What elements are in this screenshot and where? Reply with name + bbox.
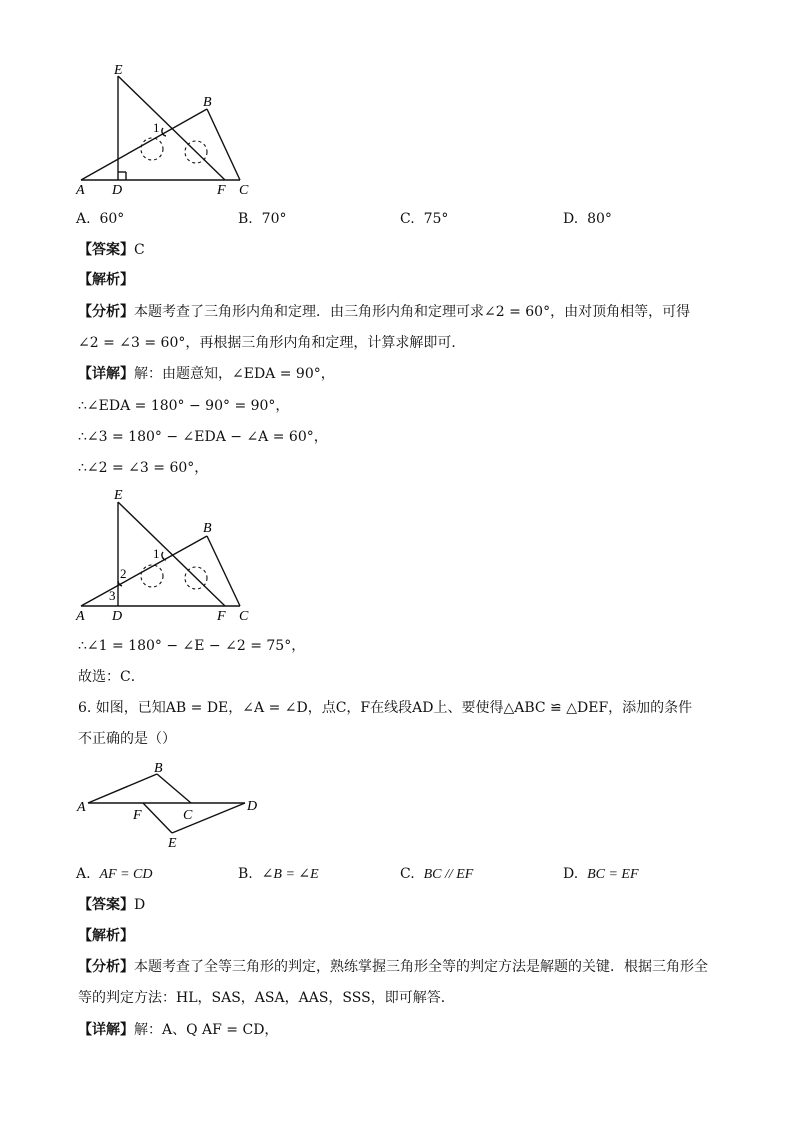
label-c: C	[239, 183, 249, 198]
label-f: F	[217, 183, 226, 198]
label-e: E	[114, 63, 123, 78]
label-d: D	[112, 609, 123, 624]
q5-option-a: A. 60°	[76, 211, 125, 227]
label-e: E	[114, 488, 123, 503]
q5-choose: 故选：C．	[78, 669, 145, 685]
label-angle-3: 3	[109, 588, 116, 603]
q6-fenxi-line-2: 等的判定方法：HL，SAS，ASA，AAS，SSS，即可解答．	[78, 990, 455, 1006]
q5-detail-line-1: 【详解】解：由题意知，∠EDA = 90°，	[78, 366, 335, 382]
q5-option-d: D. 80°	[563, 211, 612, 227]
label-angle-1: 1	[153, 546, 160, 561]
q6-option-d: D. BC = EF	[563, 866, 639, 882]
label-c: C	[239, 609, 249, 624]
q6-answer: 【答案】D	[78, 897, 146, 913]
label-a: A	[76, 609, 85, 624]
label-angle-1: 1	[153, 120, 160, 135]
q6-option-a: A. AF = CD	[76, 866, 153, 882]
label-b: B	[154, 761, 163, 776]
q6-option-c: C. BC // EF	[400, 866, 474, 882]
q5-step-1: ∴∠EDA = 180° − 90° = 90°，	[78, 398, 290, 414]
q5-step-4: ∴∠1 = 180° − ∠E − ∠2 = 75°，	[78, 638, 306, 654]
q5-analysis-heading: 【解析】	[78, 272, 134, 288]
q5-option-c: C. 75°	[400, 211, 449, 227]
label-a: A	[77, 800, 86, 815]
label-f: F	[217, 609, 226, 624]
q6-stem-line-1: 6. 如图，已知AB = DE，∠A = ∠D，点C，F在线段AD上、要使得△ABC ≌ △DEF，添加的条件	[78, 700, 693, 716]
q5-step-2: ∴∠3 = 180° − ∠EDA − ∠A = 60°，	[78, 429, 328, 445]
label-d: D	[247, 799, 258, 814]
label-b: B	[203, 95, 212, 110]
q5-step-3: ∴∠2 = ∠3 = 60°，	[78, 460, 209, 476]
q5-fenxi-line-1: 【分析】本题考查了三角形内角和定理．由三角形内角和定理可求∠2 = 60°，由对顶角相等，可得	[78, 304, 691, 320]
q5-option-b: B. 70°	[238, 211, 287, 227]
figure-1-triangles	[70, 58, 260, 198]
label-d: D	[112, 183, 123, 198]
q6-stem-line-2: 不正确的是（）	[78, 731, 176, 747]
label-c: C	[183, 808, 193, 823]
label-f: F	[133, 808, 142, 823]
label-b: B	[203, 521, 212, 536]
q5-answer: 【答案】C	[78, 242, 145, 258]
q5-fenxi-line-2: ∠2 = ∠3 = 60°，再根据三角形内角和定理，计算求解即可．	[78, 335, 466, 351]
q6-analysis-heading: 【解析】	[78, 928, 134, 944]
label-e: E	[168, 836, 177, 851]
q6-detail-line-1: 【详解】解：A、Q AF = CD，	[78, 1022, 279, 1038]
figure-3-congruent-triangles	[70, 755, 270, 855]
q6-option-b: B. ∠B = ∠E	[238, 866, 319, 882]
figure-2-triangles-labeled	[70, 482, 260, 624]
label-angle-2: 2	[120, 566, 127, 581]
q6-fenxi-line-1: 【分析】本题考查了全等三角形的判定，熟练掌握三角形全等的判定方法是解题的关键．根据三角形全	[78, 959, 708, 975]
label-a: A	[76, 183, 85, 198]
